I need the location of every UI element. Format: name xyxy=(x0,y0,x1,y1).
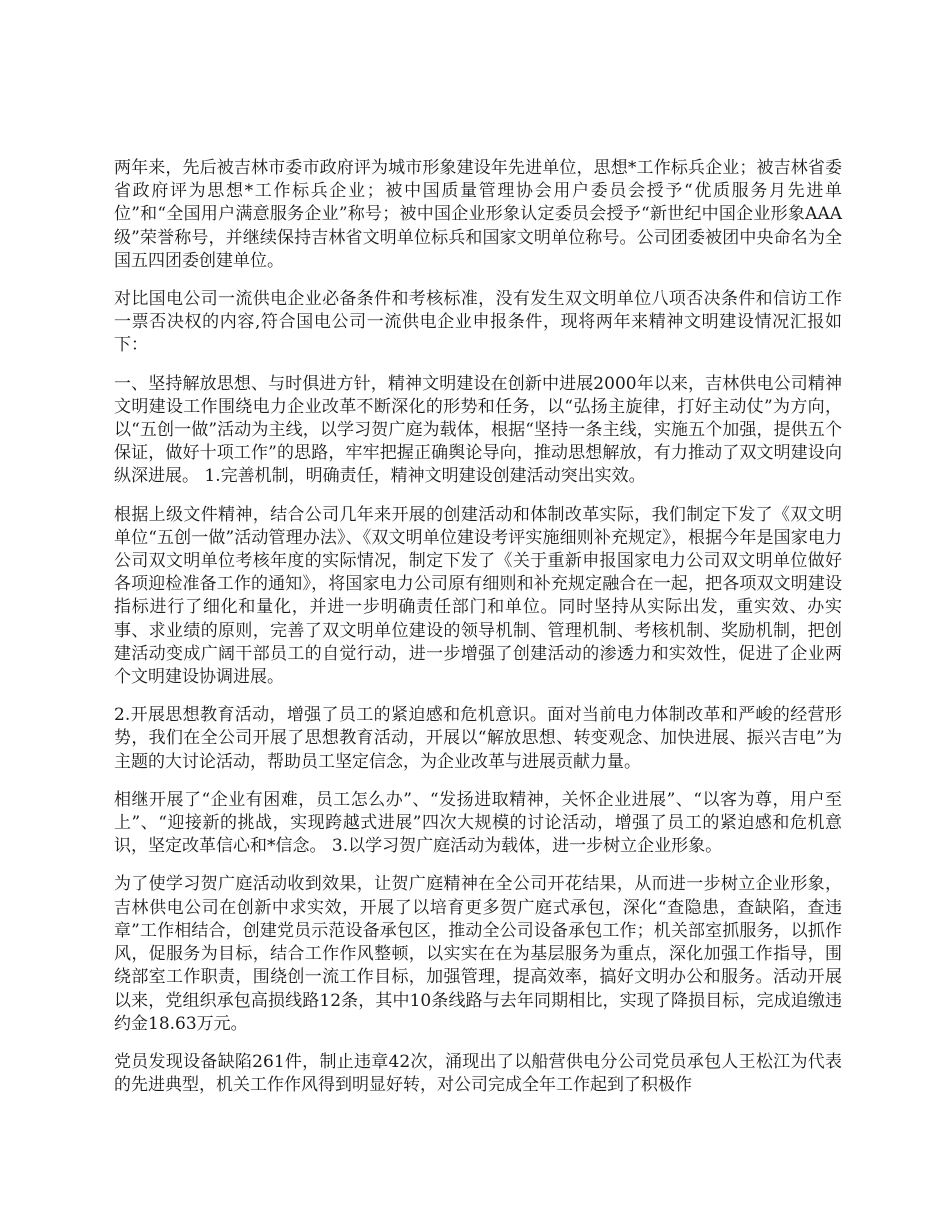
paragraph-1: 两年来，先后被吉林市委市政府评为城市形象建设年先进单位，思想*工作标兵企业；被吉林省委省政府评为思想*工作标兵企业；被中国质量管理协会用户委员会授予“优质服务月先进单位”和“全国用户满意服务企业”称号；被中国企业形象认定委员会授予“新世纪中国企业形象AAA级”荣誉称号，并继续保持吉林省文明单位标兵和国家文明单位称号。公司团委被团中央命名为全国五四团委创建单位。 xyxy=(114,158,842,271)
paragraph-2: 对比国电公司一流供电企业必备条件和考核标准，没有发生双文明单位八项否决条件和信访工作一票否决权的内容,符合国电公司一流供电企业申报条件，现将两年来精神文明建设情况汇报如下： xyxy=(114,289,842,356)
document-body xyxy=(114,157,842,1112)
paragraph-6: 相继开展了“企业有困难，员工怎么办”、“发扬进取精神，关怀企业进展”、“以客为尊，用户至上”、“迎接新的挑战，实现跨越式进展”四次大规模的讨论活动，增强了员工的紧迫感和危机意识，坚定改革信心和*信念。 3.以学习贺广庭活动为载体，进一步树立企业形象。 xyxy=(114,789,842,857)
paragraph-3: 一、坚持解放思想、与时俱进方针，精神文明建设在创新中进展2000年以来，吉林供电公司精神文明建设工作围绕电力企业改革不断深化的形势和任务，以“弘扬主旋律，打好主动仗”为方向，以“五创一做”活动为主线，以学习贺广庭为载体，根据“坚持一条主线，实施五个加强，提供五个保证，做好十项工作”的思路，牢牢把握正确舆论导向，推动思想解放，有力推动了双文明建设向纵深进展。 1.完善机制，明确责任，精神文明建设创建活动突出实效。 xyxy=(114,373,842,487)
paragraph-7: 为了使学习贺广庭活动收到效果，让贺广庭精神在全公司开花结果，从而进一步树立企业形象，吉林供电公司在创新中求实效，开展了以培育更多贺广庭式承包，深化“查隐患，查缺陷，查违章”工作相结合，创建党员示范设备承包区，推动全公司设备承包工作；机关部室抓服务，以抓作风，促服务为目标，结合工作作风整顿，以实实在在为基层服务为重点，深化加强工作指导，围绕部室工作职责，围绕创一流工作目标，加强管理，提高效率，搞好文明办公和服务。活动开展以来，党组织承包高损线路12条，其中10条线路与去年同期相比，实现了降损目标，完成追缴违约金18.63万元。 xyxy=(114,874,842,1034)
paragraph-4: 根据上级文件精神，结合公司几年来开展的创建活动和体制改革实际，我们制定下发了《双文明单位“五创一做”活动管理办法》、《双文明单位建设考评实施细则补充规定》，根据今年是国家电力公司双文明单位考核年度的实际情况，制定下发了《关于重新申报国家电力公司双文明单位做好各项迎检准备工作的通知》，将国家电力公司原有细则和补充规定融合在一起，把各项双文明建设指标进行了细化和量化，并进一步明确责任部门和单位。同时坚持从实际出发，重实效、办实事、求业绩的原则，完善了双文明单位建设的领导机制、管理机制、考核机制、奖励机制，把创建活动变成广阔干部员工的自觉行动，进一步增强了创建活动的渗透力和实效性，促进了企业两个文明建设协调进展。 xyxy=(114,504,842,688)
paragraph-5: 2.开展思想教育活动，增强了员工的紧迫感和危机意识。面对当前电力体制改革和严峻的经营形势，我们在全公司开展了思想教育活动，开展以“解放思想、转变观念、加快进展、振兴吉电”为主题的大讨论活动，帮助员工坚定信念，为企业改革与进展贡献力量。 xyxy=(114,705,842,772)
paragraph-8: 党员发现设备缺陷261件，制止违章42次，涌现出了以船营供电分公司党员承包人王松江为代表的先进典型，机关工作作风得到明显好转，对公司完成全年工作起到了积极作 xyxy=(114,1051,842,1096)
